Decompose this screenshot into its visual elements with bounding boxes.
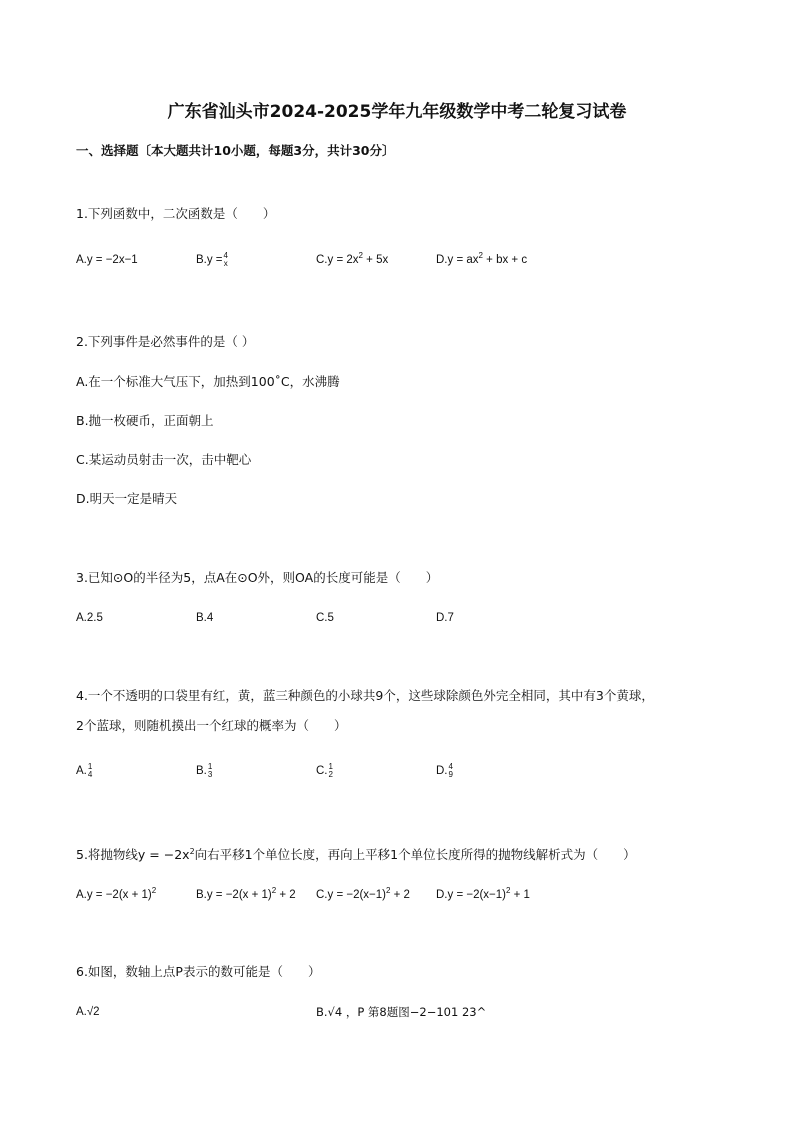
question-4-stem-line2: 2个蓝球，则随机摸出一个红球的概率为（ ）: [76, 718, 347, 733]
question-3-option-c: C.5: [316, 612, 334, 624]
question-6-option-b: B.√4 ，P 第8题图−2−101 23^: [316, 1005, 487, 1019]
question-3-option-a: A.2.5: [76, 612, 103, 624]
section-heading: 一、选择题〔本大题共计10小题，每题3分，共计30分〕: [76, 143, 395, 158]
question-5-option-c: $C.y = -2(x-1)^2 + 2$: [316, 886, 410, 901]
question-4-option-c: C. 1 2: [316, 761, 333, 779]
question-4-option-a: A. 1 4: [76, 761, 93, 779]
question-1-option-c: $C.y = 2x^2 + 5x$: [316, 251, 389, 266]
fraction: 4 x: [223, 250, 228, 268]
question-3-option-d: D.7: [436, 612, 454, 624]
fraction: 1 3: [207, 761, 213, 779]
question-4-stem-line1: 4.一个不透明的口袋里有红，黄，蓝三种颜色的小球共9个，这些球除颜色外完全相同，其中有3个黄球，: [76, 688, 654, 703]
question-2-stem: 2.下列事件是必然事件的是（ ）: [76, 334, 255, 349]
question-1-option-a: A.y = −2x−1: [76, 254, 138, 266]
question-3-option-b: B.4: [196, 612, 214, 624]
question-5-option-d: $D.y = -2(x-1)^2 + 1$: [436, 886, 530, 901]
question-6-option-a: A.√2: [76, 1006, 100, 1018]
fraction: 1 4: [87, 761, 93, 779]
fraction: 1 2: [328, 761, 333, 779]
page-title: 广东省汕头市2024-2025学年九年级数学中考二轮复习试卷: [167, 102, 627, 122]
question-6-stem: 6.如图，数轴上点P表示的数可能是（ ）: [76, 964, 321, 979]
question-2-option-d: D.明天一定是晴天: [76, 491, 178, 506]
question-1-stem: 1.下列函数中，二次函数是（ ）: [76, 206, 276, 221]
question-5-option-b: $B.y = -2(x + 1)^2 + 2$: [196, 886, 296, 901]
question-4-option-b: B. 1 3: [196, 761, 213, 779]
question-3-stem: 3.已知⊙O的半径为5，点A在⊙O外，则OA的长度可能是（ ）: [76, 570, 439, 585]
question-1-option-b: B.y = 4 x: [196, 250, 228, 268]
fraction: 4 9: [448, 761, 453, 779]
question-5-stem: 5.将抛物线$y = -2x^2$向右平移1个单位长度，再向上平移1个单位长度所得的抛物线解析式为（ ）: [76, 846, 636, 862]
question-2-option-a: A.在一个标准大气压下，加热到100˚C，水沸腾: [76, 374, 340, 389]
question-2-option-b: B.抛一枚硬币，正面朝上: [76, 413, 214, 428]
question-2-option-c: C.某运动员射击一次，击中靶心: [76, 452, 252, 467]
question-5-option-a: $A.y = -2(x + 1)^2$: [76, 886, 157, 901]
question-1-option-d: $D.y = ax^2$ + bx + c: [436, 251, 528, 266]
question-4-option-d: D. 4 9: [436, 761, 453, 779]
